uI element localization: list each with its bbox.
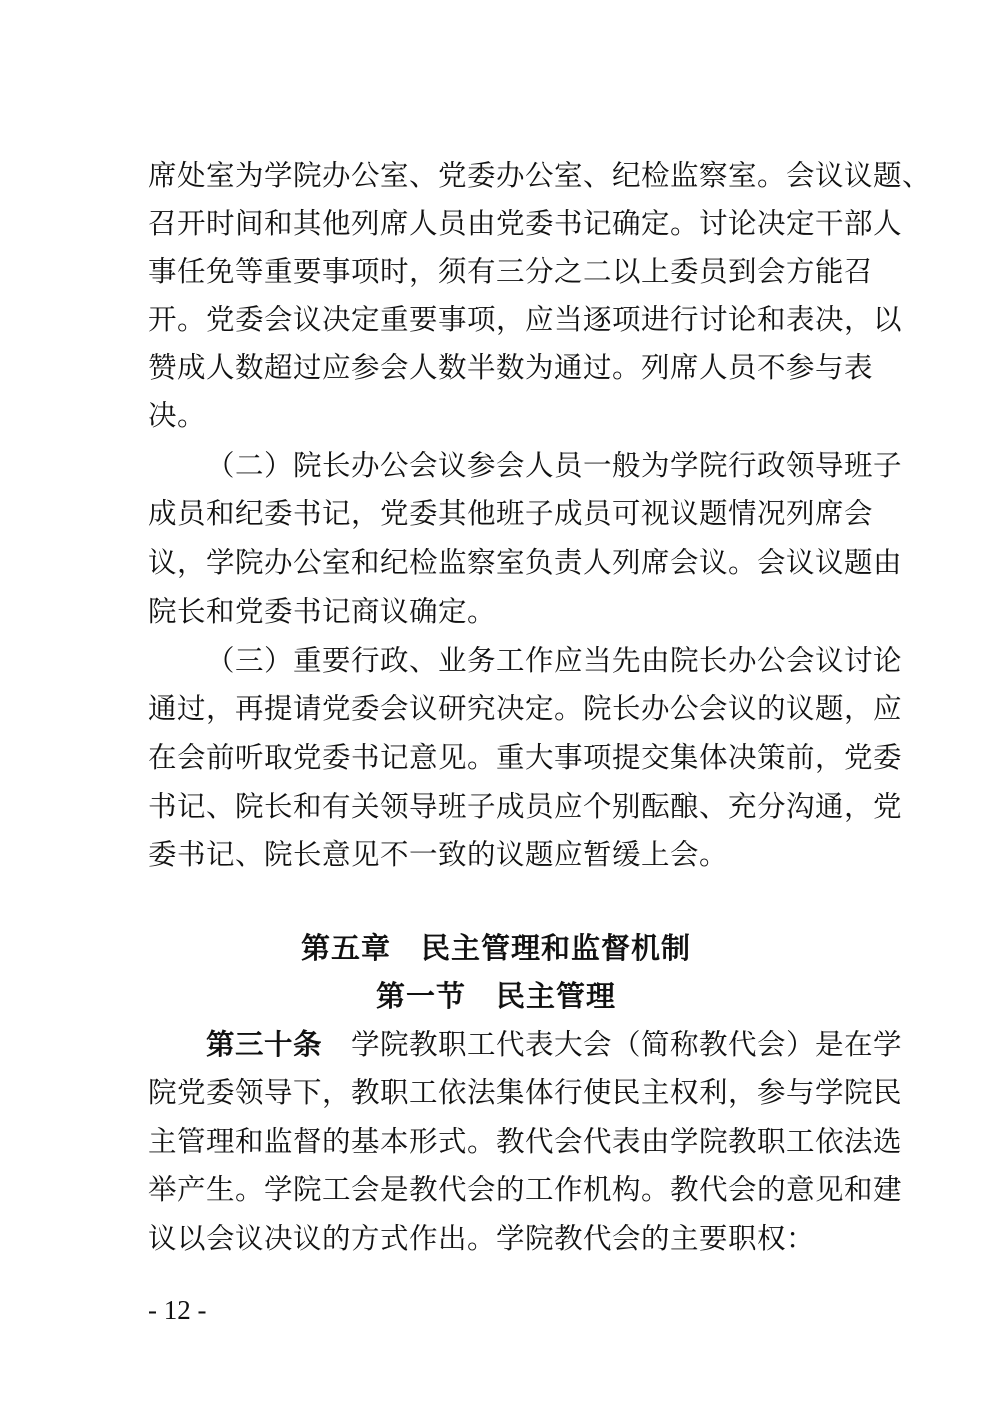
- section-heading: 第一节 民主管理: [375, 979, 616, 1013]
- chapter-heading: 第五章 民主管理和监督机制: [300, 931, 691, 965]
- body-line: （二）院长办公会议参会人员一般为学院行政领导班子: [206, 449, 903, 482]
- body-line: 开。党委会议决定重要事项，应当逐项进行讨论和表决，以: [148, 303, 903, 336]
- article-first-line-text: 学院教职工代表大会（简称教代会）是在学: [322, 1028, 903, 1061]
- body-line: 主管理和监督的基本形式。教代会代表由学院教职工依法选: [148, 1125, 903, 1158]
- body-line: 通过，再提请党委会议研究决定。院长办公会议的议题，应: [148, 692, 903, 725]
- body-line: 决。: [148, 399, 207, 432]
- body-line: 议以会议决议的方式作出。学院教代会的主要职权：: [148, 1222, 816, 1255]
- body-line: 书记、院长和有关领导班子成员应个别酝酿、充分沟通，党: [148, 790, 903, 823]
- body-line: 委书记、院长意见不一致的议题应暂缓上会。: [148, 838, 729, 871]
- body-line: （三）重要行政、业务工作应当先由院长办公会议讨论: [206, 644, 903, 677]
- body-line: 席处室为学院办公室、党委办公室、纪检监察室。会议议题、: [148, 159, 932, 192]
- body-line: 举产生。学院工会是教代会的工作机构。教代会的意见和建: [148, 1173, 903, 1206]
- page-number: - 12 -: [148, 1295, 207, 1325]
- body-line: 赞成人数超过应参会人数半数为通过。列席人员不参与表: [148, 351, 874, 384]
- body-line: 议，学院办公室和纪检监察室负责人列席会议。会议议题由: [148, 546, 903, 579]
- body-line: 院长和党委书记商议确定。: [148, 595, 497, 628]
- article-label: 第三十条: [206, 1028, 323, 1061]
- body-line: 院党委领导下，教职工依法集体行使民主权利，参与学院民: [148, 1076, 903, 1109]
- article-first-line: [206, 1025, 903, 1065]
- body-line: 在会前听取党委书记意见。重大事项提交集体决策前，党委: [148, 741, 903, 774]
- body-line: 召开时间和其他列席人员由党委书记确定。讨论决定干部人: [148, 207, 903, 240]
- body-line: 成员和纪委书记，党委其他班子成员可视议题情况列席会: [148, 497, 874, 530]
- body-line: 事任免等重要事项时，须有三分之二以上委员到会方能召: [148, 255, 874, 288]
